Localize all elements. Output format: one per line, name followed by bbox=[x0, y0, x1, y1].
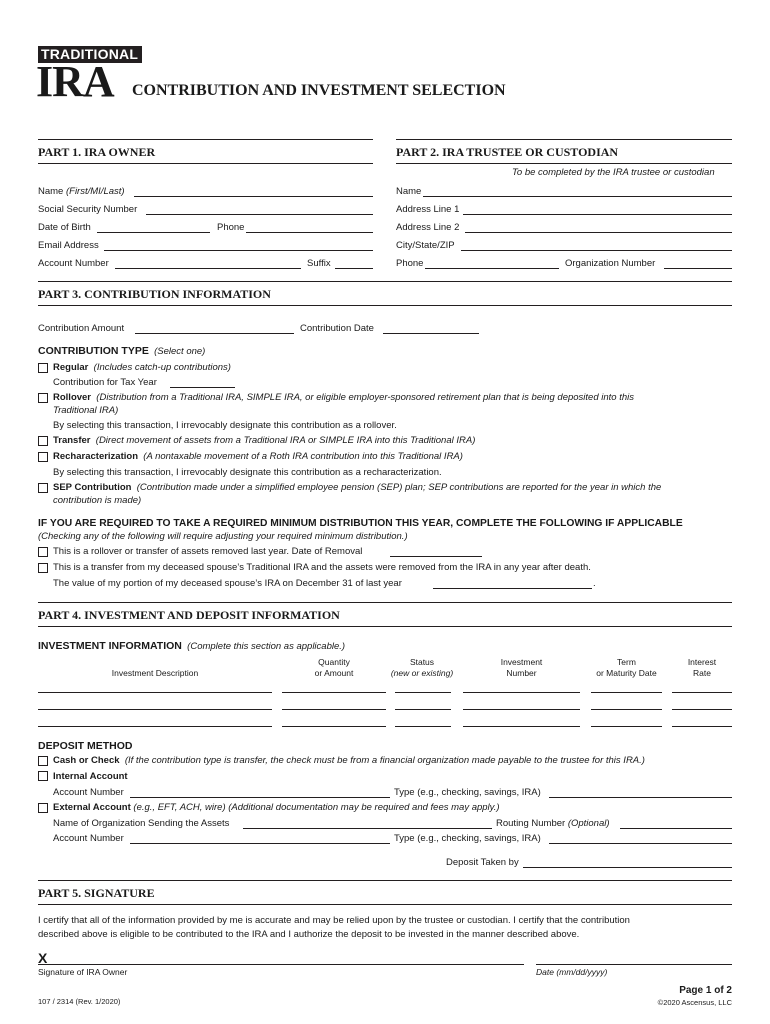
certify-text-2: described above is eligible to be contributed to the IRA and I authorize the deposit to be invested in the manner described above. bbox=[38, 929, 580, 940]
trustee-phone-field[interactable] bbox=[425, 268, 559, 269]
external-type-label: Type (e.g., checking, savings, IRA) bbox=[394, 833, 541, 844]
transfer-checkbox[interactable] bbox=[38, 436, 48, 446]
copyright: ©2020 Ascensus, LLC bbox=[657, 998, 732, 1007]
page-title: CONTRIBUTION AND INVESTMENT SELECTION bbox=[132, 82, 506, 99]
internal-acct-num-label: Account Number bbox=[53, 787, 124, 798]
trustee-addr2-field[interactable] bbox=[465, 232, 732, 233]
part2-title: PART 2. IRA TRUSTEE OR CUSTODIAN bbox=[396, 145, 619, 159]
inv-row1-term[interactable] bbox=[591, 692, 662, 693]
form-ira-title: IRA bbox=[36, 57, 114, 106]
trustee-name-label: Name bbox=[396, 186, 422, 197]
signature-x: X bbox=[38, 950, 48, 966]
deposit-method-heading: DEPOSIT METHOD bbox=[38, 740, 133, 752]
inv-row3-term[interactable] bbox=[591, 726, 662, 727]
part5-title: PART 5. SIGNATURE bbox=[38, 886, 155, 900]
inv-row1-rate[interactable] bbox=[672, 692, 732, 693]
inv-row2-number[interactable] bbox=[463, 709, 580, 710]
external-type-field[interactable] bbox=[549, 843, 732, 844]
cash-check-label: Cash or Check (If the contribution type is transfer, the check must be from a financial organization made payable to the trustee for this IRA.) bbox=[53, 755, 645, 766]
certify-text-1: I certify that all of the information provided by me is accurate and may be relied upon by the trustee or custodian. I certify that the contribution bbox=[38, 915, 630, 926]
owner-ssn-field[interactable] bbox=[146, 214, 373, 215]
inv-row1-number[interactable] bbox=[463, 692, 580, 693]
contribution-amount-field[interactable] bbox=[135, 333, 294, 334]
recharacterization-label: Recharacterization (A nontaxable movement of a Roth IRA contribution into this Traditional IRA) bbox=[53, 451, 463, 462]
rmd-heading: IF YOU ARE REQUIRED TO TAKE A REQUIRED MINIMUM DISTRIBUTION THIS YEAR, COMPLETE THE FOLLOWING IF APPLICABLE bbox=[38, 518, 683, 529]
form-number: 107 / 2314 (Rev. 1/2020) bbox=[38, 997, 121, 1006]
rmd-value-period: . bbox=[593, 578, 596, 589]
contribution-type-heading: CONTRIBUTION TYPE (Select one) bbox=[38, 345, 206, 357]
routing-label: Routing Number (Optional) bbox=[496, 818, 610, 829]
part3-rule bbox=[38, 305, 732, 306]
inv-row2-desc[interactable] bbox=[38, 709, 272, 710]
contribution-amount-label: Contribution Amount bbox=[38, 323, 125, 334]
transfer-label: Transfer (Direct movement of assets from a Traditional IRA or SIMPLE IRA into this Traditional IRA) bbox=[53, 435, 476, 446]
part3-top-rule bbox=[38, 281, 732, 282]
part3-title: PART 3. CONTRIBUTION INFORMATION bbox=[38, 287, 271, 301]
contribution-date-label: Contribution Date bbox=[300, 323, 374, 334]
signature-date-label: Date (mm/dd/yyyy) bbox=[536, 967, 608, 977]
trustee-addr1-field[interactable] bbox=[463, 214, 732, 215]
col-interest-rate: Interest Rate bbox=[687, 657, 717, 678]
internal-type-label: Type (e.g., checking, savings, IRA) bbox=[394, 787, 541, 798]
deposit-taken-by-label: Deposit Taken by bbox=[446, 857, 519, 868]
owner-suffix-label: Suffix bbox=[307, 258, 331, 269]
trustee-org-label: Organization Number bbox=[565, 258, 656, 269]
rollover-label-cont: Traditional IRA) bbox=[53, 405, 119, 416]
internal-account-label: Internal Account bbox=[53, 771, 128, 782]
external-acct-num-field[interactable] bbox=[130, 843, 390, 844]
org-name-field[interactable] bbox=[243, 828, 492, 829]
inv-row2-qty[interactable] bbox=[282, 709, 386, 710]
rmd-value-field[interactable] bbox=[433, 588, 592, 589]
org-name-label: Name of Organization Sending the Assets bbox=[53, 818, 230, 829]
trustee-name-field[interactable] bbox=[423, 196, 732, 197]
part2-top-rule bbox=[396, 139, 732, 140]
external-account-label: External Account (e.g., EFT, ACH, wire) (Additional documentation may be required and fees may apply.) bbox=[53, 802, 500, 813]
inv-row1-qty[interactable] bbox=[282, 692, 386, 693]
internal-account-checkbox[interactable] bbox=[38, 771, 48, 781]
inv-row3-status[interactable] bbox=[395, 726, 451, 727]
part4-top-rule bbox=[38, 602, 732, 603]
part2-rule bbox=[396, 163, 732, 164]
owner-phone-label: Phone bbox=[217, 222, 245, 233]
owner-ssn-label: Social Security Number bbox=[38, 204, 138, 215]
part4-rule bbox=[38, 626, 732, 627]
deposit-taken-by-field[interactable] bbox=[523, 867, 732, 868]
rollover-note: By selecting this transaction, I irrevocably designate this contribution as a rollover. bbox=[53, 420, 397, 431]
part4-title: PART 4. INVESTMENT AND DEPOSIT INFORMATION bbox=[38, 608, 340, 622]
rmd-spouse-checkbox[interactable] bbox=[38, 563, 48, 573]
signature-field[interactable] bbox=[38, 964, 524, 965]
external-acct-num-label: Account Number bbox=[53, 833, 124, 844]
routing-field[interactable] bbox=[620, 828, 732, 829]
part1-top-rule bbox=[38, 139, 373, 140]
recharacterization-note: By selecting this transaction, I irrevocably designate this contribution as a recharacterization. bbox=[53, 467, 442, 478]
owner-dob-field[interactable] bbox=[97, 232, 210, 233]
inv-row2-rate[interactable] bbox=[672, 709, 732, 710]
sep-checkbox[interactable] bbox=[38, 483, 48, 493]
trustee-city-label: City/State/ZIP bbox=[396, 240, 455, 251]
inv-row3-number[interactable] bbox=[463, 726, 580, 727]
rollover-label: Rollover (Distribution from a Traditional IRA, SIMPLE IRA, or eligible employer-sponsored retirement plan that is being deposited into this bbox=[53, 392, 635, 403]
part2-note: To be completed by the IRA trustee or custodian bbox=[512, 167, 715, 178]
tax-year-label: Contribution for Tax Year bbox=[53, 377, 157, 388]
inv-row3-rate[interactable] bbox=[672, 726, 732, 727]
inv-row1-status[interactable] bbox=[395, 692, 451, 693]
inv-row2-status[interactable] bbox=[395, 709, 451, 710]
trustee-addr2-label: Address Line 2 bbox=[396, 222, 460, 233]
trustee-city-field[interactable] bbox=[461, 250, 732, 251]
signature-date-field[interactable] bbox=[536, 964, 732, 965]
owner-name-label: Name (First/MI/Last) bbox=[38, 186, 125, 197]
regular-checkbox[interactable] bbox=[38, 363, 48, 373]
owner-account-label: Account Number bbox=[38, 258, 109, 269]
trustee-phone-label: Phone bbox=[396, 258, 424, 269]
rmd-removal-label: This is a rollover or transfer of assets removed last year. Date of Removal bbox=[53, 546, 363, 557]
rmd-removal-checkbox[interactable] bbox=[38, 547, 48, 557]
owner-name-field[interactable] bbox=[134, 196, 373, 197]
form-badge: TRADITIONAL bbox=[38, 46, 142, 63]
recharacterization-checkbox[interactable] bbox=[38, 452, 48, 462]
inv-row3-desc[interactable] bbox=[38, 726, 272, 727]
contribution-date-field[interactable] bbox=[383, 333, 479, 334]
internal-type-field[interactable] bbox=[549, 797, 732, 798]
rmd-hint: (Checking any of the following will require adjusting your required minimum distribution.) bbox=[38, 531, 408, 542]
owner-email-label: Email Address bbox=[38, 240, 99, 251]
signature-label: Signature of IRA Owner bbox=[38, 967, 128, 977]
part5-rule bbox=[38, 904, 732, 905]
internal-acct-num-field[interactable] bbox=[130, 797, 390, 798]
external-account-checkbox[interactable] bbox=[38, 803, 48, 813]
tax-year-field[interactable] bbox=[170, 387, 235, 388]
part1-rule bbox=[38, 163, 373, 164]
removal-date-field[interactable] bbox=[390, 556, 482, 557]
page-number: Page 1 of 2 bbox=[679, 985, 732, 996]
owner-suffix-field[interactable] bbox=[335, 268, 373, 269]
rollover-checkbox[interactable] bbox=[38, 393, 48, 403]
trustee-addr1-label: Address Line 1 bbox=[396, 204, 460, 215]
col-investment-number: Investment Number bbox=[500, 657, 543, 678]
col-term: Term or Maturity Date bbox=[596, 657, 657, 678]
sep-label: SEP Contribution (Contribution made under a simplified employee pension (SEP) plan; SEP contributions are reported for the year in which the bbox=[53, 482, 662, 493]
part5-top-rule bbox=[38, 880, 732, 881]
col-investment-description: Investment Description bbox=[111, 668, 199, 678]
owner-phone-field[interactable] bbox=[246, 232, 373, 233]
investment-info-heading: INVESTMENT INFORMATION (Complete this section as applicable.) bbox=[38, 640, 346, 652]
sep-label-cont: contribution is made) bbox=[53, 495, 142, 506]
regular-label: Regular (Includes catch-up contributions) bbox=[53, 362, 231, 373]
rmd-value-label: The value of my portion of my deceased spouse’s IRA on December 31 of last year bbox=[53, 578, 402, 589]
col-quantity: Quantity or Amount bbox=[314, 657, 354, 678]
inv-row3-qty[interactable] bbox=[282, 726, 386, 727]
inv-row2-term[interactable] bbox=[591, 709, 662, 710]
cash-check-checkbox[interactable] bbox=[38, 756, 48, 766]
col-status: Status (new or existing) bbox=[390, 657, 454, 678]
owner-account-field[interactable] bbox=[115, 268, 301, 269]
owner-dob-label: Date of Birth bbox=[38, 222, 91, 233]
inv-row1-desc[interactable] bbox=[38, 692, 272, 693]
rmd-spouse-label: This is a transfer from my deceased spouse’s Traditional IRA and the assets were removed from the IRA in any year after death. bbox=[53, 562, 591, 573]
trustee-org-field[interactable] bbox=[664, 268, 732, 269]
owner-email-field[interactable] bbox=[104, 250, 373, 251]
part1-title: PART 1. IRA OWNER bbox=[38, 145, 156, 159]
